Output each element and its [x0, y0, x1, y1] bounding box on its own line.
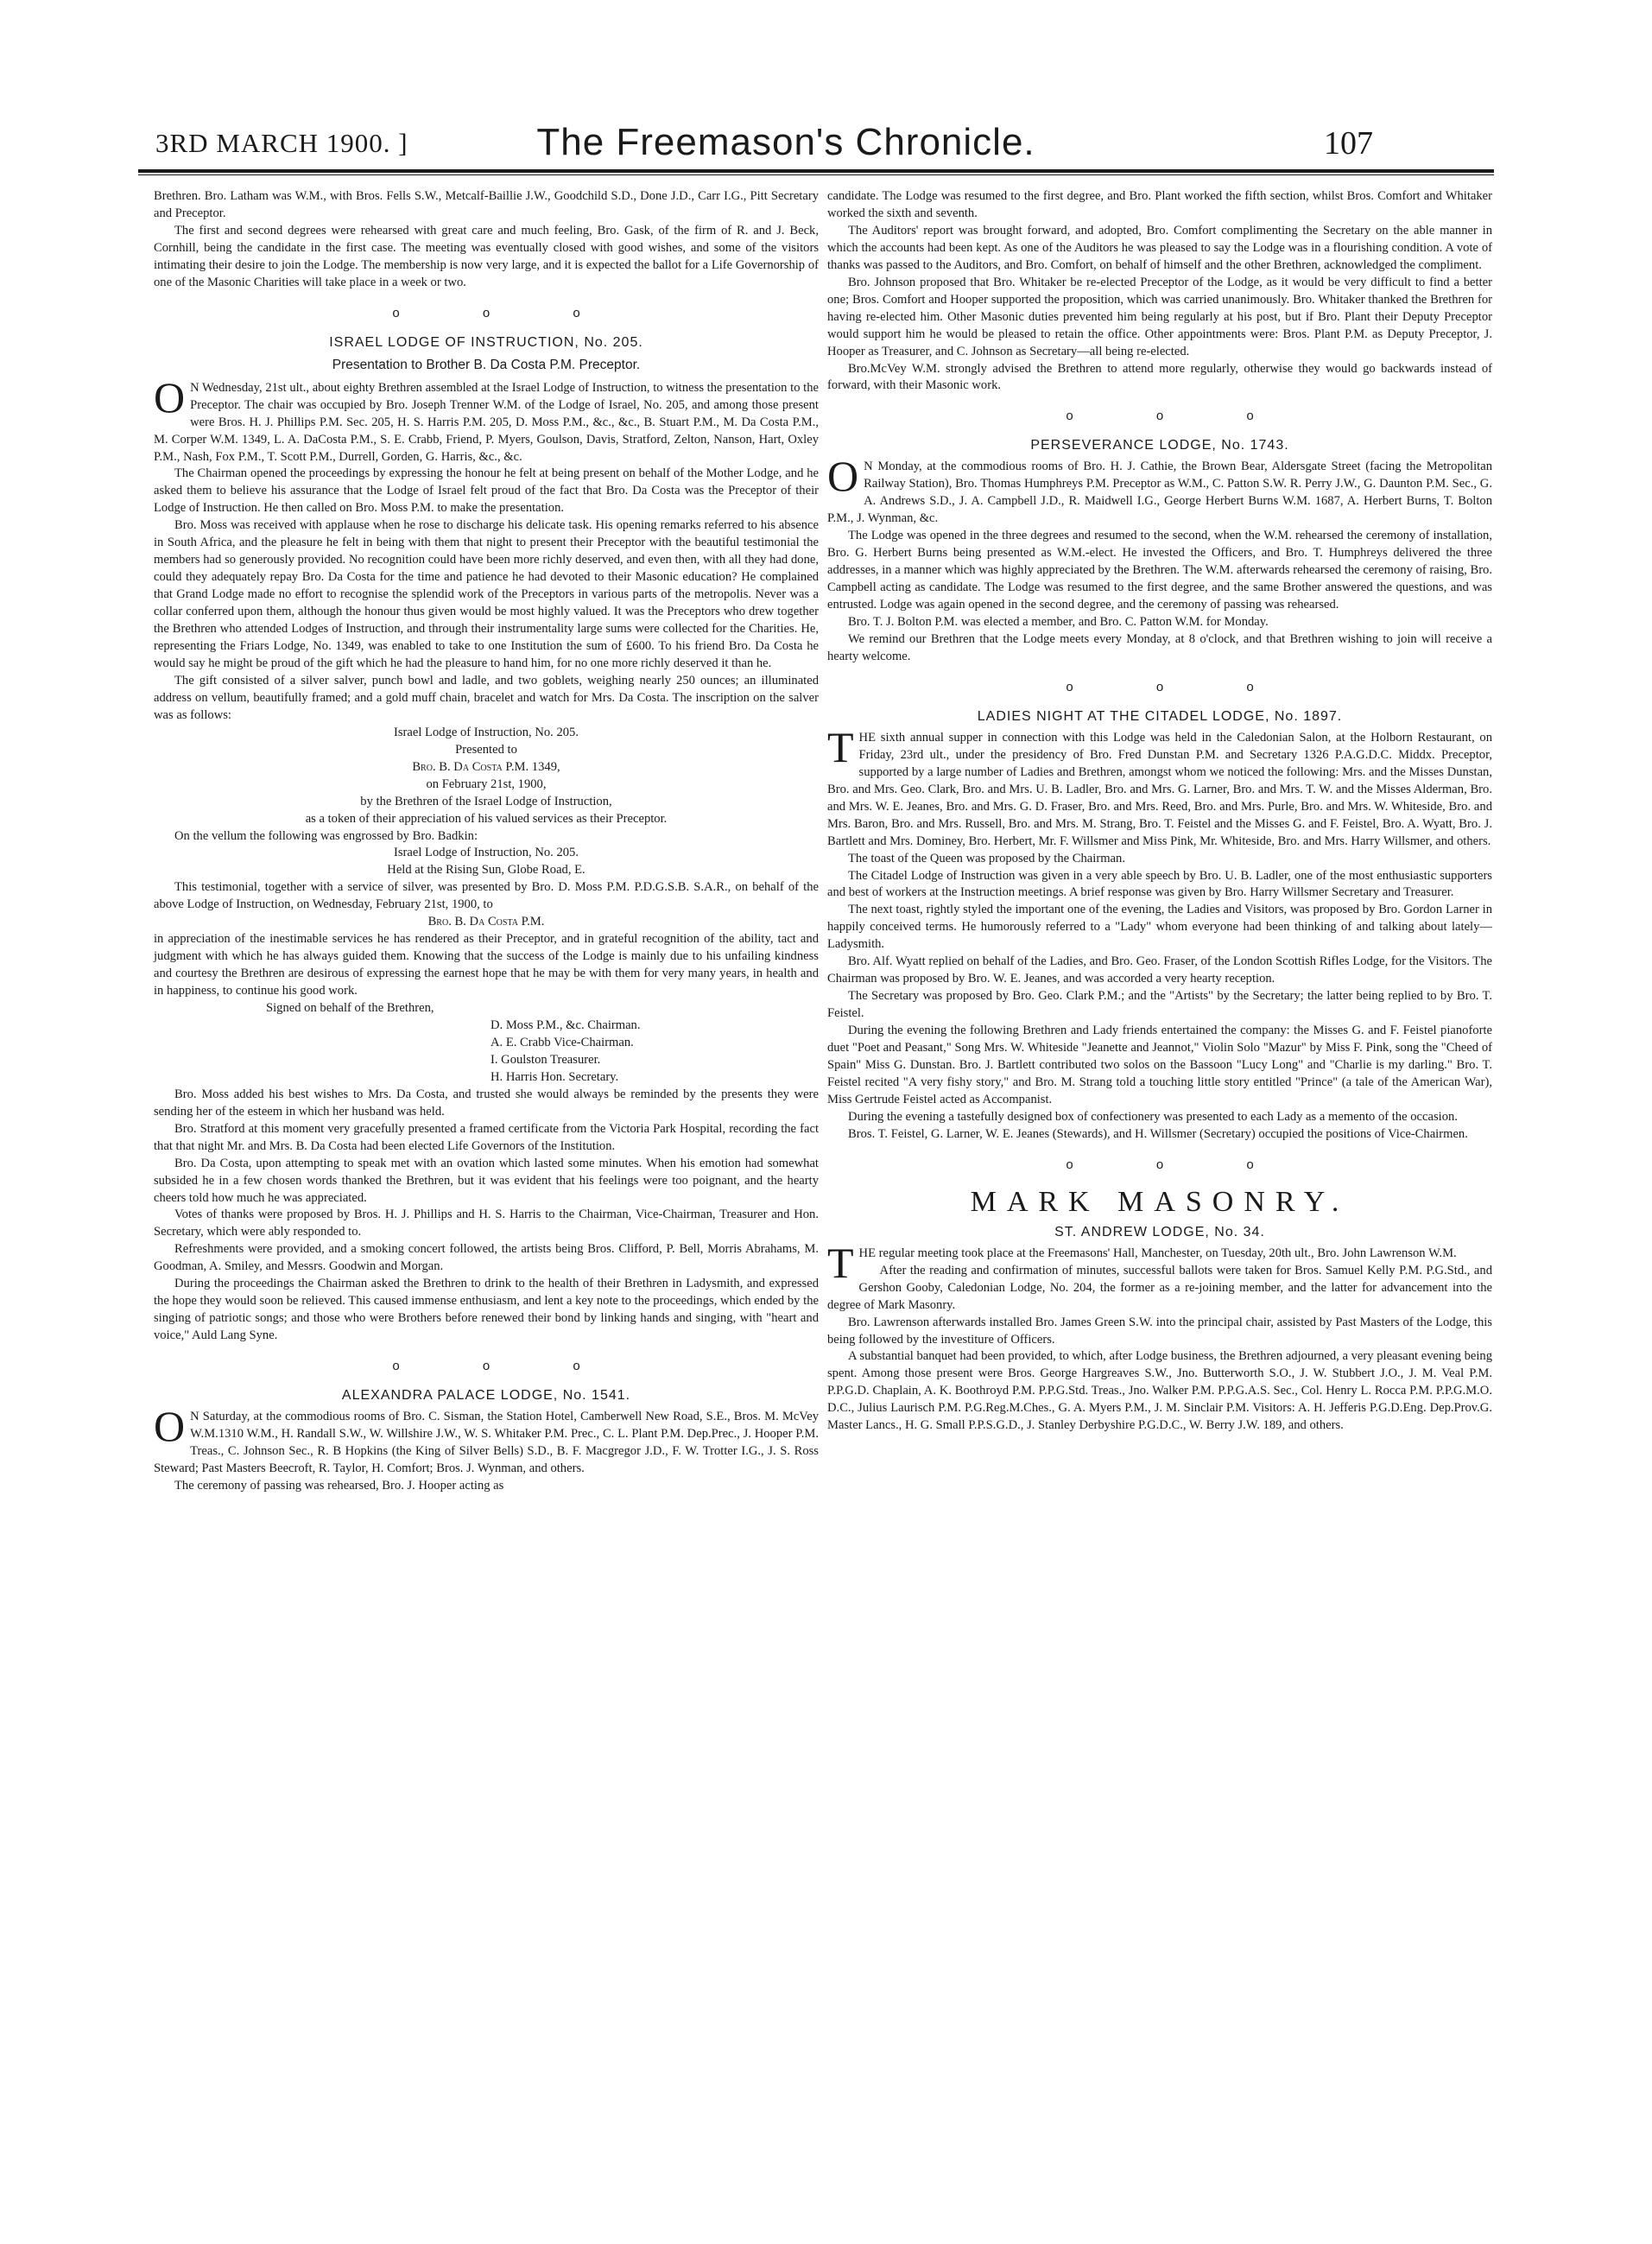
page-number: 107 [1324, 125, 1373, 162]
paragraph: The first and second degrees were rehearsed with great care and much feeling, Bro. Gask, of the firm of R. and J. Beck, Cornhill, being the candidate in the first case. The meeting was eventually closed with good wishes, and some of the visitors intimating their desire to join the Lodge. The membership is now very large, and it is expected the ballot for a Life Governorship of one of the Masonic Charities will take place in a week or two. [154, 223, 819, 289]
paragraph [827, 452, 1492, 528]
section-separator: o o o [1066, 1157, 1294, 1172]
paragraph: During the evening the following Brethren and Lady friends entertained the company: the Misses G. and F. Feistel pianoforte duet "Poet and Peasant," Song Mrs. W. Whiteside "Jeanette and Jeannot," Violin Solo "Mazur" by Miss F. Pink, song the "Cheed of Spain" Miss G. Dunstan. Bro. J. Bartlett contributed two solos on the Bassoon "Lucy Long" and "Charlie is my darling." Bro. T. Feistel recited "A very fishy story," and Bro. M. Strang told a touching little story entitled "Prince" (a tale of the American War), Miss Gertrude Feistel acted as Accompanist. [827, 1024, 1492, 1106]
inscription-line: by the Brethren of the Israel Lodge of Instruction, [360, 794, 612, 808]
signatory: H. Harris Hon. Secretary. [491, 1069, 619, 1084]
paragraph [827, 1238, 1492, 1287]
paragraph: On the vellum the following was engrossed by Bro. Badkin: [174, 828, 478, 843]
paragraph: During the proceedings the Chairman asked the Brethren to drink to the health of their Brethren in Ladysmith, and expressed the hope they would soon be relieved. This caused immense enthusiasm, and lent a key note to the proceedings, which ended by the singing of patriotic songs; and those who were Brothers before renewed their bond by linking hands and singing, with "heart and voice," Auld Lang Syne. [154, 1277, 819, 1343]
section-heading-israel: ISRAEL LODGE OF INSTRUCTION, No. 205. [329, 334, 643, 350]
paragraph: Bro. Stratford at this moment very gracefully presented a framed certificate from the Victoria Park Hospital, recording the fact that that night Mr. and Mrs. B. Da Costa had been elected Life Governors of the Institution. [154, 1121, 819, 1153]
paragraph: We remind our Brethren that the Lodge meets every Monday, at 8 o'clock, and that Brethren wishing to join will receive a hearty welcome. [827, 631, 1492, 663]
drop-cap: T [827, 722, 854, 771]
paragraph: Bro. Da Costa, upon attempting to speak met with an ovation which lasted some minutes. When his emotion had somewhat subsided he in a few chosen words thanked the Brethren, but it was evident that his feelings were too poignant, and the hearty cheers told how much he was appreciated. [154, 1156, 819, 1205]
paragraph [827, 722, 1492, 851]
section-heading-ladies-night: LADIES NIGHT AT THE CITADEL LODGE, No. 1897. [977, 708, 1343, 724]
drop-cap: T [827, 1238, 854, 1287]
section-heading-alexandra: ALEXANDRA PALACE LODGE, No. 1541. [341, 1388, 631, 1404]
paragraph: The gift consisted of a silver salver, punch bowl and ladle, and two goblets, weighing nearly 250 ounces; an illuminated address on vellum, beautifully framed; and a gold muff chain, bracelet and watch for Mrs. Da Costa. The inscription on the salver was as follows: [154, 673, 819, 722]
paragraph: Bro. Lawrenson afterwards installed Bro. James Green S.W. into the principal chair, assisted by Past Masters of the Lodge, this being followed by the investiture of Officers. [827, 1315, 1492, 1347]
paragraph: Bro. Moss added his best wishes to Mrs. Da Costa, and trusted she would always be reminded by the presents they were sending her of the esteem in which her husband was held. [154, 1087, 819, 1119]
section-separator: o o o [1066, 679, 1294, 694]
paragraph: This testimonial, together with a service of silver, was presented by Bro. D. Moss P.M. P.D.G.S.B. S.A.R., on behalf of the above Lodge of Instruction, on Wednesday, February 21st, 1900, to [154, 880, 819, 912]
drop-cap: O [154, 372, 186, 422]
signatory: D. Moss P.M., &c. Chairman. [491, 1017, 641, 1032]
inscription-line: as a token of their appreciation of his valued services as their Preceptor. [305, 811, 668, 826]
paragraph: Bros. T. Feistel, G. Larner, W. E. Jeanes (Stewards), and H. Willsmer (Secretary) occupied the positions of Vice-Chairmen. [848, 1126, 1468, 1141]
paragraph: Bro. T. J. Bolton P.M. was elected a member, and Bro. C. Patton W.M. for Monday. [848, 615, 1269, 630]
paragraph: The Citadel Lodge of Instruction was given in a very able speech by Bro. U. B. Ladler, one of the most enthusiastic supporters and best of workers at the Instruction meetings. A brief response was given by Bro. Harry Willsmer Secretary and Treasurer. [827, 868, 1492, 900]
paragraph: During the evening a tastefully designed box of confectionery was presented to each Lady as a memento of the occasion. [848, 1109, 1458, 1124]
paragraph: After the reading and confirmation of minutes, successful ballots were taken for Bros. Samuel Kelly P.M. P.G.Std., and Gershon Gooby, Caledonian Lodge, No. 204, the former as a re-joining member, and the latter for advancement into the degree of Mark Masonry. [827, 1263, 1492, 1312]
paragraph: A substantial banquet had been provided, to which, after Lodge business, the Brethren adjourned, a very pleasant evening being spent. Among those present were Bros. George Hargreaves S.W., Jno. Butterworth S.O., J. W. Stubbert J.O., J. M. Veal P.M. P.P.G.D. Chaplain, A. K. Boothroyd P.M. P.P.G.Std. Treas., Jno. Walker P.M. P.P.G.A.S. Sec., Col. Henry L. Rocca P.M. P.P.G.M.O. D.C., Julius Laurisch P.M. P.G.Reg.M.Ches., G. A. Myers P.M., J. M. Sinclair P.M. Visitors: A. H. Jefferis P.G.D.Eng. Dep.Prov.G. Master Lancs., H. G. Small P.P.S.G.D., J. Stanley Derbyshire P.G.D.C., W. Berry J.W. 189, and others. [827, 1349, 1492, 1433]
section-heading-perseverance: PERSEVERANCE LODGE, No. 1743. [1030, 438, 1289, 453]
paragraph: The toast of the Queen was proposed by the Chairman. [848, 851, 1125, 865]
paragraph: The Chairman opened the proceedings by expressing the honour he felt at being present on behalf of the Mother Lodge, and he asked them to believe his assurance that the Lodge of Israel felt proud of the fact that Bro. Da Costa was the Preceptor of their Lodge of Instruction. He then called on Bro. Moss P.M. to make the presentation. [154, 466, 819, 516]
issue-date: 3RD MARCH 1900. ] [155, 128, 408, 158]
masthead-title: The Freemason's Chronicle. [536, 121, 1035, 163]
inscription-line: Israel Lodge of Instruction, No. 205. [394, 846, 579, 860]
mark-masonry-title: MARK MASONRY. [970, 1185, 1350, 1218]
inscription-line: on February 21st, 1900, [426, 777, 547, 791]
drop-cap: O [154, 1402, 186, 1451]
header-rule [138, 169, 1494, 175]
paragraph: in appreciation of the inestimable services he has rendered as their Preceptor, and in grateful recognition of the ability, tact and judgment with which he has always guided them. Knowing that the success of the Lodge is mainly due to his unfailing kindness and courtesy the Brethren are desirous of expressing the earnest hope that he may be with them for very many years, in health and in happiness, to continue his good work. [154, 932, 819, 998]
paragraph-text: N Wednesday, 21st ult., about eighty Brethren assembled at the Israel Lodge of Instruction, to witness the presentation to the Preceptor. The chair was occupied by Bro. Joseph Trenner W.M. of the Lodge of Israel, No. 205, and among those present were Bros. H. J. Phillips P.M. Sec. 205, H. S. Harris P.M. 205, D. Moss P.M., &c., &c., B. Stuart P.M., M. Da Costa P.M., M. Corper W.M. 1349, L. A. DaCosta P.M., S. E. Crabb, Friend, P. Myers, Goulson, Davis, Stratford, Zelton, Nanson, Hart, Oxley P.M., Nash, Fox P.M., T. Scott P.M., Durrell, Gorden, G. Harris, &c., &c. [154, 380, 819, 464]
paragraph: The next toast, rightly styled the important one of the evening, the Ladies and Visitors, was proposed by Bro. Gordon Larner in happily conceived terms. He humorously referred to a "Lady" whom everyone had been thinking of and talking about lately—Ladysmith. [827, 903, 1492, 952]
paragraph: The ceremony of passing was rehearsed, Bro. J. Hooper acting as [174, 1478, 504, 1493]
paragraph: Brethren. Bro. Latham was W.M., with Bros. Fells S.W., Metcalf-Baillie J.W., Goodchild S.D., Done J.D., Carr I.G., Pitt Secretary and Preceptor. [154, 189, 819, 220]
paragraph [154, 1402, 819, 1478]
inscription-line: Held at the Rising Sun, Globe Road, E. [387, 863, 585, 878]
paragraph: Refreshments were provided, and a smoking concert followed, the artists being Bros. Clifford, P. Bell, Morris Abrahams, M. Goodman, A. Smiley, and Messrs. Goodwin and Morgan. [154, 1242, 819, 1274]
drop-cap: O [827, 452, 859, 501]
paragraph: Bro. Alf. Wyatt replied on behalf of the Ladies, and Bro. Geo. Fraser, of the London Scottish Rifles Lodge, for the Visitors. The Chairman was proposed by Bro. W. E. Jeanes, and was accorded a very hearty reception. [827, 954, 1492, 986]
paragraph: Bro. Moss was received with applause when he rose to discharge his delicate task. His opening remarks referred to his absence in South Africa, and the pleasure he felt in being with them that night to present their Preceptor with the beautiful testimonial the members had so generously provided. No recognition could have been more richly deserved, and even then, with all they had done, could they adequately repay Bro. Da Costa for the time and patience he had devoted to their Masonic education? He complained that Grand Lodge made no effort to recognise the splendid work of the Preceptors in various parts of the metropolis. Never was a collar conferred upon them, although the honour thus given would be most highly valued. It was the Preceptors who drew together the Brethren who attended Lodges of Instruction, and through their instrumentality large sums were collected for the Charities. He, representing the Friars Lodge, No. 1349, was enabled to take to one Institution the sum of £600. To his friend Bro. Da Costa he would say he might be proud of the gift which he had the pleasure to hand him, for no one more richly deserved it than he. [154, 518, 819, 670]
inscription-line: Presented to [455, 742, 517, 757]
paragraph-text: N Monday, at the commodious rooms of Bro. H. J. Cathie, the Brown Bear, Aldersgate Street (facing the Metropolitan Railway Station), Bro. Thomas Humphreys P.M. Preceptor as W.M., C. Patton S.W. R. Perry J.W., G. Daunton P.M. Sec., G. A. Andrews S.D., J. A. Campbell J.D., R. Maidwell I.G., George Herbert Burns W.M. 1687, A. Herbert Burns, T. Bolton P.M., J. Wynman, &c. [827, 460, 1492, 526]
section-separator: o o o [392, 305, 620, 320]
page-header [138, 121, 1434, 164]
signatory: I. Goulston Treasurer. [491, 1052, 601, 1067]
paragraph: candidate. The Lodge was resumed to the first degree, and Bro. Plant worked the fifth section, whilst Bros. Comfort and Whitaker worked the sixth and seventh. [827, 189, 1492, 220]
paragraph: Bro. Johnson proposed that Bro. Whitaker be re-elected Preceptor of the Lodge, as it would be very difficult to find a better one; Bros. Comfort and Hooper supported the proposition, which was carried unanimously. Bro. Whitaker thanked the Brethren for having re-elected him. Other Masonic duties prevented him being regularly at his post, but if Bro. Plant their Deputy Preceptor would support him he would be pleased to retain the office. Other appointments were: Bros. Plant P.M. as Deputy Preceptor, J. Hooper as Treasurer, and C. Johnson as Secretary—all being re-elected. [827, 275, 1492, 358]
left-column [154, 188, 819, 1495]
paragraph: The Lodge was opened in the three degrees and resumed to the second, when the W.M. rehearsed the ceremony of installation, Bro. G. Herbert Burns being presented as W.M.-elect. He invested the Officers, and Bro. T. Humphreys delivered the three addresses, in a manner which was highly appreciated by the Brethren. The W.M. afterwards rehearsed the ceremony of raising, Bro. Campbell acting as candidate. The Lodge was resumed to the first degree, and the same Brother answered the questions, and was entrusted. Lodge was again opened in the second degree, and the ceremony of passing was rehearsed. [827, 529, 1492, 612]
section-heading-st-andrew: ST. ANDREW LODGE, No. 34. [1054, 1224, 1265, 1239]
section-separator: o o o [1066, 409, 1294, 424]
section-separator: o o o [392, 1359, 620, 1374]
inscription-line: Israel Lodge of Instruction, No. 205. [394, 725, 579, 739]
paragraph-text: N Saturday, at the commodious rooms of Bro. C. Sisman, the Station Hotel, Camberwell New Road, S.E., Bros. M. McVey W.M.1310 W.M., H. Randall S.W., W. Willshire J.W., W. S. Whitaker P.M. Prec., C. L. Plant P.M. Dep.Prec., J. Hooper P.M. Treas., C. Johnson Sec., R. B Hopkins (the King of Silver Bells) S.D., B. F. Macgregor J.D., F. W. Trotter I.G., J. S. Ross Steward; Past Masters Beecroft, R. Taylor, H. Comfort; Bros. J. Wynman, and others. [154, 1410, 819, 1475]
signatory: A. E. Crabb Vice-Chairman. [491, 1035, 634, 1049]
section-subheading: Presentation to Brother B. Da Costa P.M. Preceptor. [332, 357, 641, 372]
paragraph: The Auditors' report was brought forward, and adopted, Bro. Comfort complimenting the Secretary on the able manner in which the accounts had been kept. As one of the Auditors he was pleased to say the Lodge was in a flourishing condition. A vote of thanks was passed to the Auditors, and Bro. Comfort, on behalf of himself and the other Brethren, acknowledged the compliment. [827, 223, 1492, 272]
paragraph [154, 372, 819, 466]
inscription-line: Bro. B. Da Costa P.M. [427, 915, 545, 929]
inscription-line: Bro. B. Da Costa P.M. 1349, [412, 759, 560, 774]
paragraph: Bro.McVey W.M. strongly advised the Brethren to attend more regularly, otherwise they would go backwards instead of forward, with their Masonic work. [827, 361, 1492, 393]
paragraph: Votes of thanks were proposed by Bros. H. J. Phillips and H. S. Harris to the Chairman, Vice-Chairman, Treasurer and Hon. Secretary, which were ably responded to. [154, 1208, 819, 1239]
signed-line: Signed on behalf of the Brethren, [266, 1001, 434, 1016]
paragraph-text: HE regular meeting took place at the Freemasons' Hall, Manchester, on Tuesday, 20th ult., Bro. John Lawrenson W.M. [858, 1246, 1457, 1260]
paragraph: The Secretary was proposed by Bro. Geo. Clark P.M.; and the "Artists" by the Secretary; the latter being replied to by Bro. T. Feistel. [827, 989, 1492, 1021]
right-column [827, 188, 1492, 1435]
paragraph-text: HE sixth annual supper in connection with this Lodge was held in the Caledonian Salon, at the Holborn Restaurant, on Friday, 23rd ult., under the presidency of Bro. Fred Dunstan P.M. and Secretary 1326 P.A.G.D.C. Middx. Preceptor, supported by a large number of Ladies and Brethren, amongst whom we noticed the following: Mrs. and the Misses Dunstan, Bro. and Mrs. Geo. Clark, Bro. and Mrs. U. B. Ladler, Bro. and Mrs. G. Larner, Bro. and Mrs. T. W. and the Misses Alderman, Bro. and Mrs. W. E. Jeanes, Bro. and Mrs. G. D. Fraser, Bro. and Mrs. Reed, Bro. and Mrs. Purle, Bro. and Mrs. W. Whiteside, Bro. and Mrs. Baron, Bro. and Mrs. Russell, Bro. and Mrs. M. Strang, Bro. T. Feistel and the Misses G. and F. Feistel, Bro. A. Wyatt, Bro. J. Bartlett and Mrs. Dominey, Bro. Herbert, Mr. F. Willsmer and Miss Pink, Mr. Whiteside, Bro. and Mrs. Harry Willsmer, and others. [827, 730, 1492, 848]
